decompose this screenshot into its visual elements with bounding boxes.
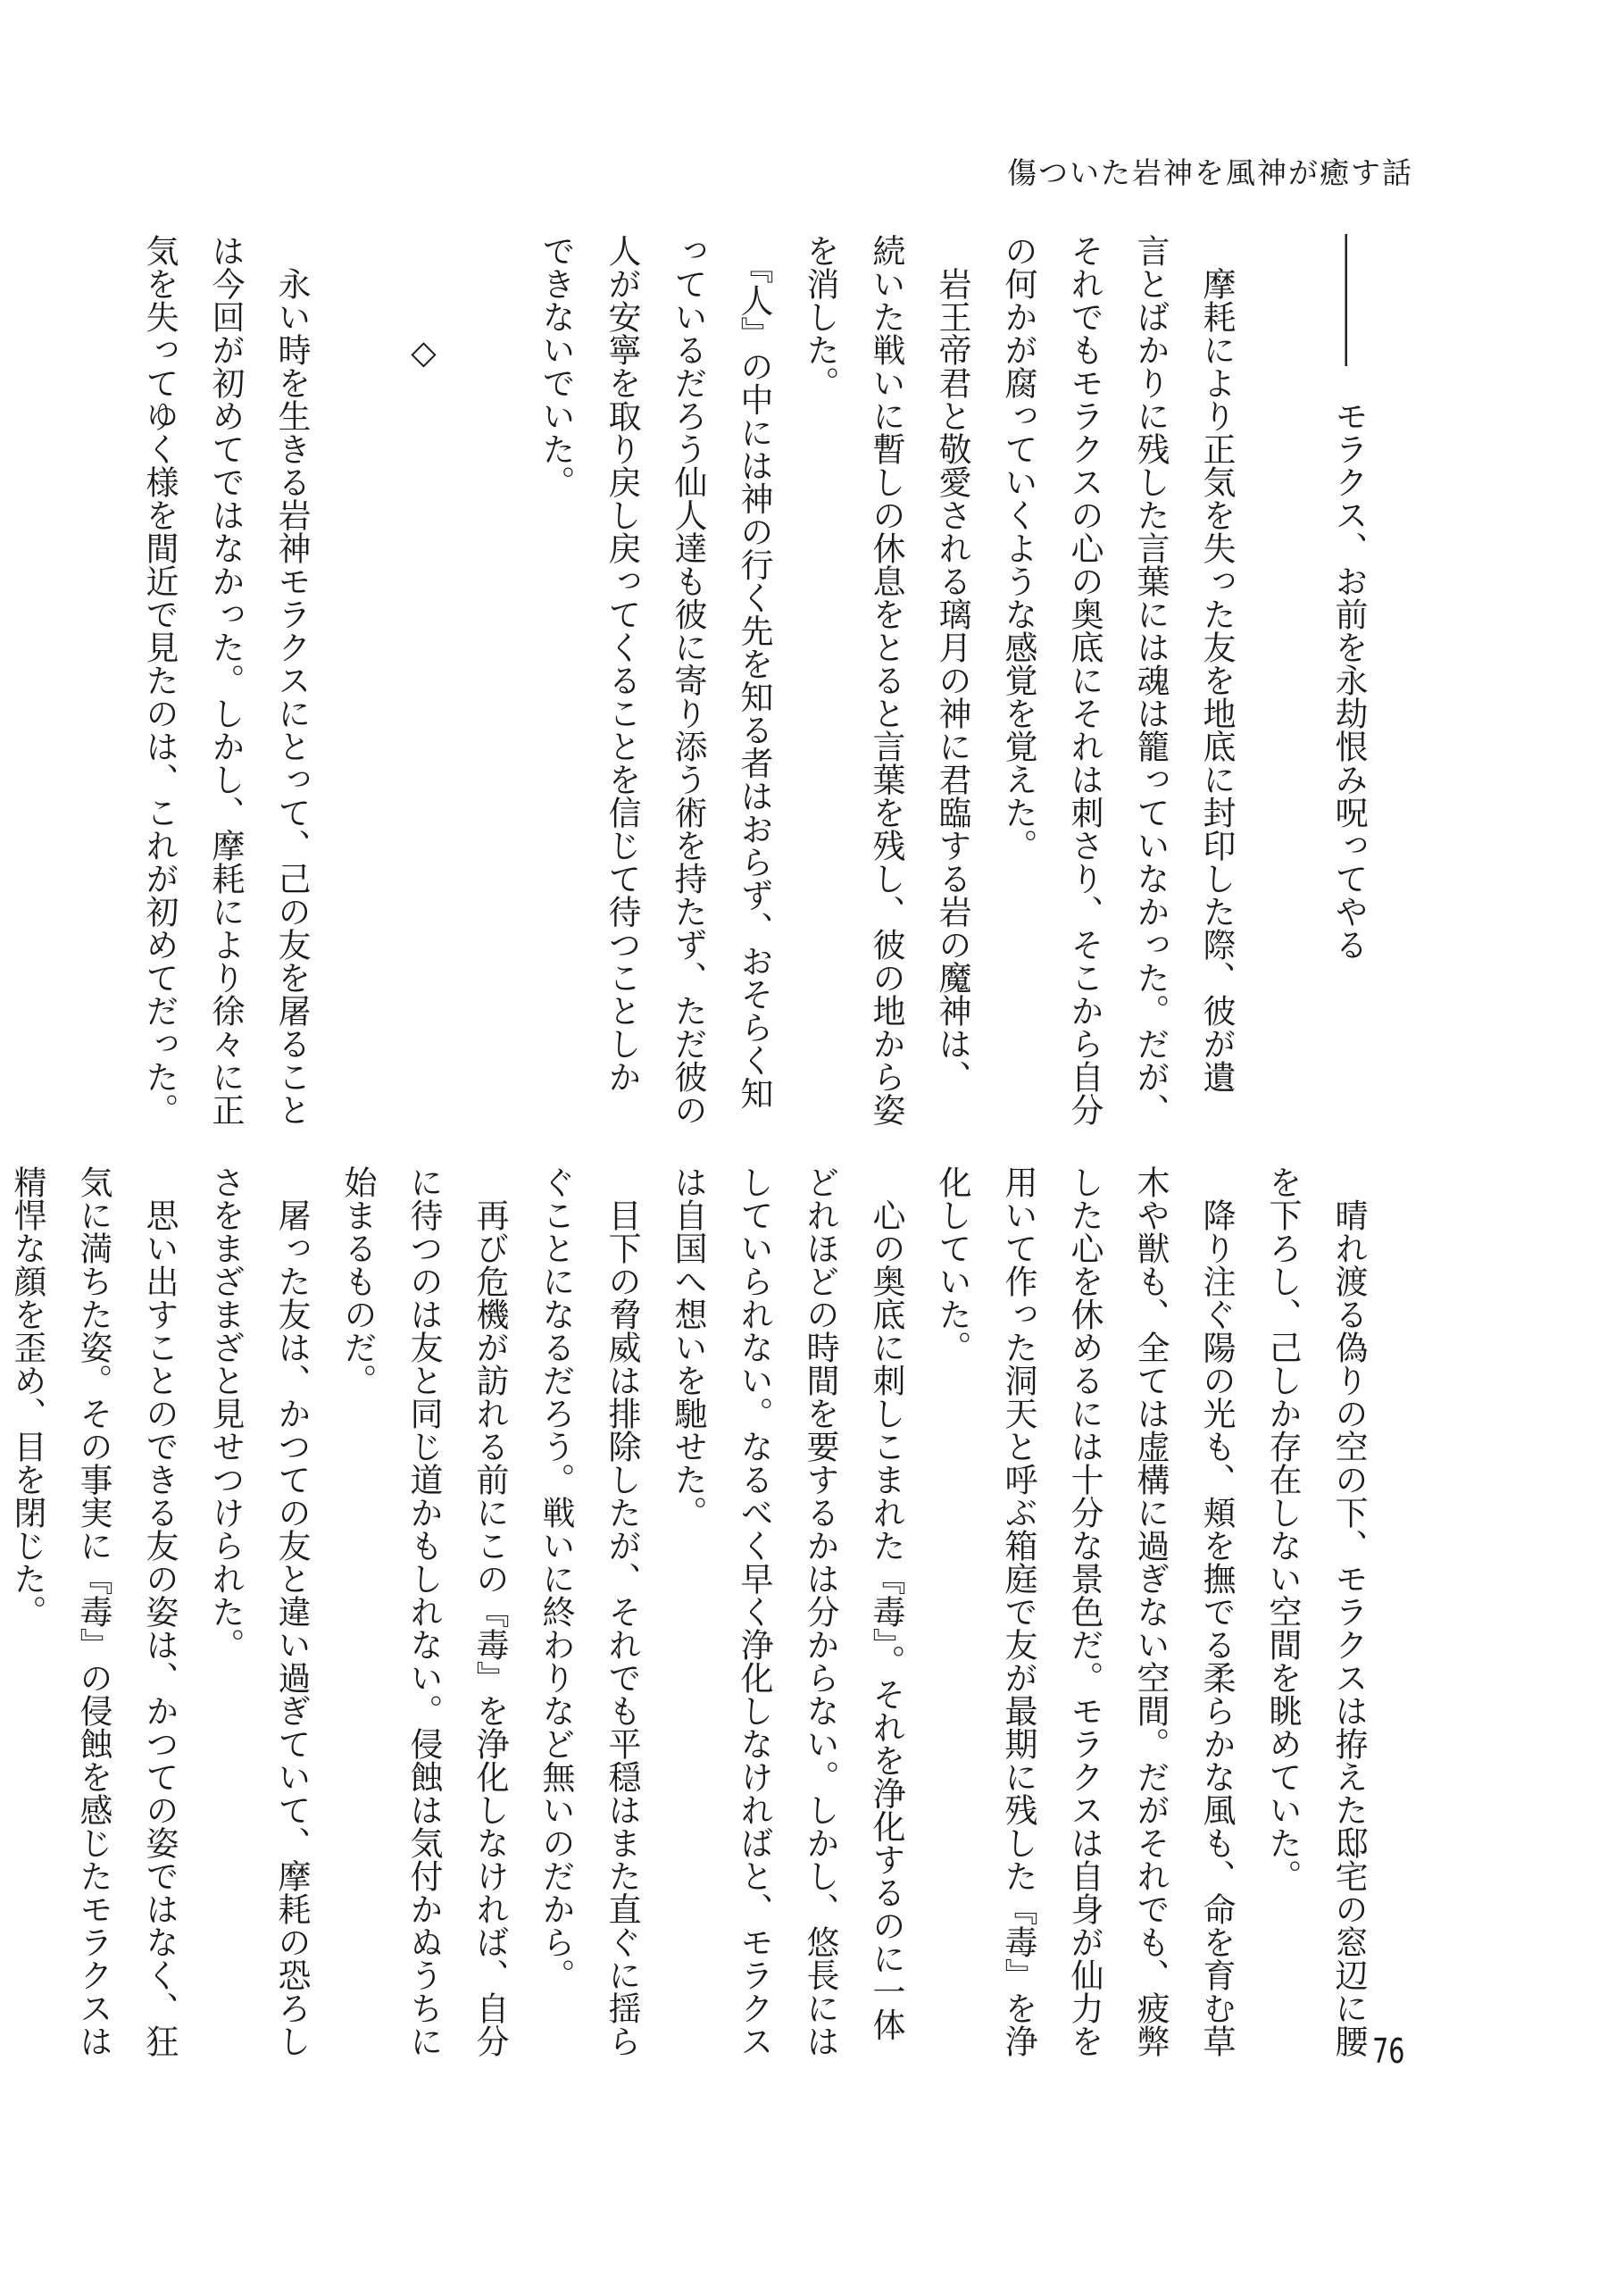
lower-text-line: を下ろし、己しか存在しない空間を眺めていた。 <box>1263 1165 1302 1892</box>
lower-text-line: 精悍な顔を歪め、目を閉じた。 <box>8 1165 46 1628</box>
upper-text-line <box>456 234 522 1181</box>
lower-text-line: 心の奥底に刺しこまれた『毒』。それを浄化するのに一体 <box>867 1165 905 2041</box>
upper-text-line: 言とばかりに残した言葉には魂は籠っていなかった。だが、 <box>1131 234 1170 1126</box>
page-number: 76 <box>1371 2032 1404 2071</box>
lower-text-line: 化していた。 <box>933 1165 971 1364</box>
upper-text-line: 『人』の中には神の行く先を知る者はおらず、おそらく知 <box>735 234 773 1110</box>
lower-text-block <box>0 1165 1381 2094</box>
upper-text-line: 摩耗により正気を失った友を地底に封印した際、彼が遺 <box>1197 234 1236 1093</box>
upper-text-line: 永い時を生きる岩神モラクスにとって、己の友を屠ること <box>272 234 311 1126</box>
upper-text-line: っているだろう仙人達も彼に寄り添う術を持たず、ただ彼の <box>669 234 707 1126</box>
lower-text-line: していられない。なるべく早く浄化しなければと、モラクス <box>735 1165 773 2057</box>
upper-text-line: それでもモラクスの心の奥底にそれは刺さり、そこから自分 <box>1065 234 1103 1126</box>
upper-text-line: の何かが腐っていくような感覚を覚えた。 <box>999 234 1037 862</box>
running-header-title: 傷ついた岩神を風神が癒す話 <box>1007 155 1413 190</box>
lower-text-line: 降り注ぐ陽の光も、頬を撫でる柔らかな風も、命を育む草 <box>1197 1165 1236 2057</box>
lower-text-line: 晴れ渡る偽りの空の下、モラクスは拵えた邸宅の窓辺に腰 <box>1329 1165 1368 2057</box>
lower-text-line: 思い出すことのできる友の姿は、かつての姿ではなく、狂 <box>140 1165 179 2057</box>
upper-text-line <box>324 234 390 1181</box>
upper-text-line: 続いた戦いに暫しの休息をとると言葉を残し、彼の地から姿 <box>867 234 905 1126</box>
lower-text-line: した心を休めるには十分な景色だ。モラクスは自身が仙力を <box>1065 1165 1103 2057</box>
lower-text-line: は自国へ想いを馳せた。 <box>669 1165 707 1529</box>
upper-text-line: 岩王帝君と敬愛される璃月の神に君臨する岩の魔神は、 <box>933 234 971 1093</box>
lower-text-line: 木や獣も、全ては虚構に過ぎない空間。だがそれでも、疲弊 <box>1131 1165 1170 2057</box>
lower-text-line: さをまざまざと見せつけられた。 <box>206 1165 245 1661</box>
lower-text-line: に待つのは友と同じ道かもしれない。侵蝕は気付かぬうちに <box>404 1165 443 2057</box>
upper-text-line: は今回が初めてではなかった。しかし、摩耗により徐々に正 <box>206 234 245 1126</box>
lower-text-line: 用いて作った洞天と呼ぶ箱庭で友が最期に残した『毒』を浄 <box>999 1165 1037 2057</box>
lower-text-line: 始まるものだ。 <box>338 1165 377 1397</box>
upper-text-line: 人が安寧を取り戻し戻ってくることを信じて待つことしか <box>603 234 641 1093</box>
upper-text-line: を消した。 <box>801 234 839 399</box>
upper-text-line: ◇ <box>404 234 443 371</box>
upper-text-line: ―――― モラクス、お前を永劫恨み呪ってやる <box>1329 234 1368 961</box>
lower-text-line: 再び危機が訪れる前にこの『毒』を浄化しなければ、自分 <box>471 1165 509 2057</box>
lower-text-line: どれほどの時間を要するかは分からない。しかし、悠長には <box>801 1165 839 2057</box>
upper-text-line <box>1249 234 1315 1181</box>
lower-text-line: ぐことになるだろう。戦いに終わりなど無いのだから。 <box>537 1165 575 1991</box>
upper-text-line: 気を失ってゆく様を間近で見たのは、これが初めてだった。 <box>140 234 179 1126</box>
lower-text-line: 屠った友は、かつての友と違い過ぎていて、摩耗の恐ろし <box>272 1165 311 2057</box>
upper-text-block <box>126 234 1381 1181</box>
lower-text-line: 気に満ちた姿。その事実に『毒』の侵蝕を感じたモラクスは <box>74 1165 112 2057</box>
upper-text-line: できないでいた。 <box>537 234 575 498</box>
lower-text-line: 目下の脅威は排除したが、それでも平穏はまた直ぐに揺ら <box>603 1165 641 2057</box>
